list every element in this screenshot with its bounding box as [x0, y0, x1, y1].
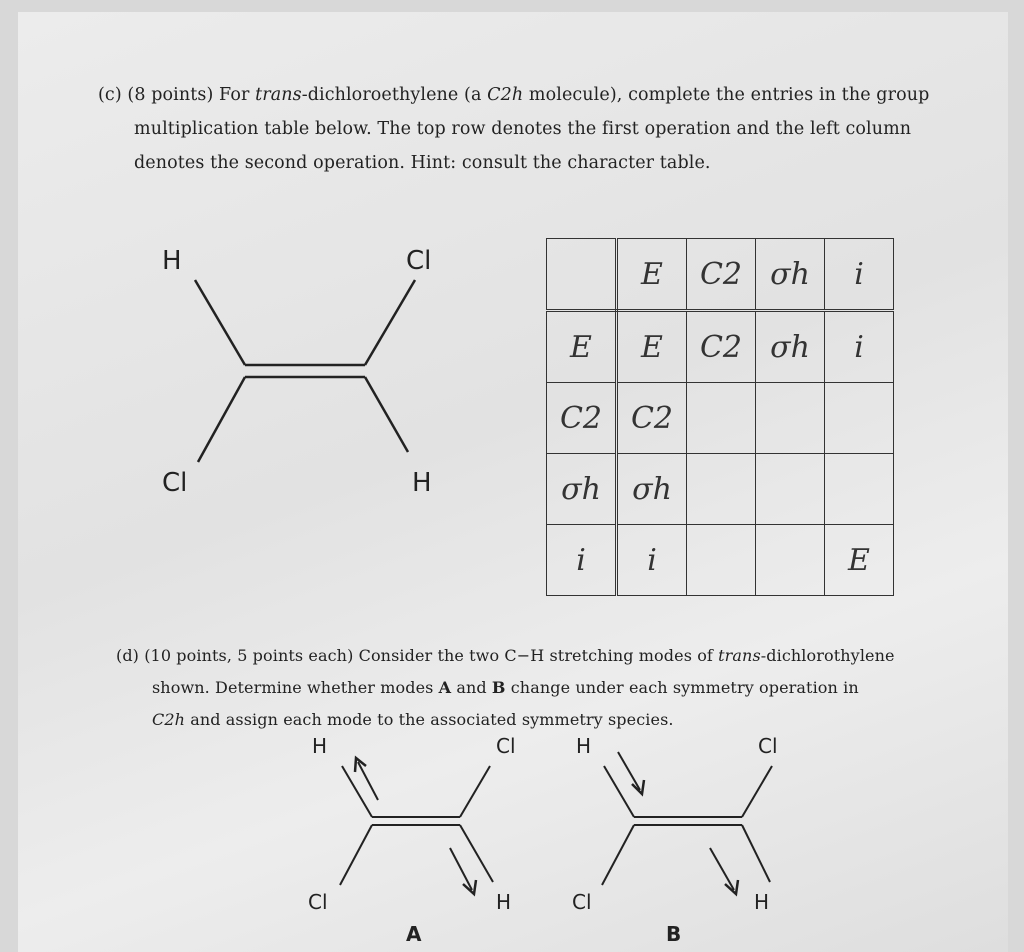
table-cell-blank[interactable] — [687, 383, 756, 454]
table-cell: σh — [617, 454, 687, 525]
atom-h-bottom: H — [754, 890, 770, 914]
multiplication-table — [546, 238, 894, 596]
molecule-b — [562, 732, 802, 946]
molecule-a — [300, 732, 540, 946]
header-cell-sigma-h: σh — [756, 239, 825, 311]
table-cell: C2 — [617, 383, 687, 454]
atom-cl-bottom: Cl — [308, 890, 328, 914]
row-label-i: i — [547, 525, 617, 596]
header-cell-i: i — [825, 239, 894, 311]
table-cell-blank[interactable] — [687, 454, 756, 525]
atom-h-top: H — [312, 734, 328, 758]
table-cell-blank[interactable] — [687, 525, 756, 596]
question-d — [116, 640, 966, 736]
atom-cl-top: Cl — [758, 734, 778, 758]
atom-h-top: H — [162, 246, 182, 276]
table-row — [547, 454, 894, 525]
table-cell-blank[interactable] — [825, 454, 894, 525]
row-label-e: E — [547, 311, 617, 383]
table-row — [547, 525, 894, 596]
question-c-line1: (c) (8 points) For trans-dichloroethylene (a C2h molecule), complete the entries in the group — [98, 85, 930, 105]
table-cell: i — [617, 525, 687, 596]
table-cell-blank[interactable] — [756, 454, 825, 525]
molecule-c — [150, 240, 470, 510]
table-row — [547, 383, 894, 454]
table-row — [547, 311, 894, 383]
row-label-sigma-h: σh — [547, 454, 617, 525]
atom-cl-top: Cl — [496, 734, 516, 758]
mode-a-label: A — [406, 922, 422, 946]
table-cell: σh — [756, 311, 825, 383]
question-c-line3: denotes the second operation. Hint: consult the character table. — [134, 153, 711, 173]
atom-h-top: H — [576, 734, 592, 758]
table-cell-blank[interactable] — [756, 383, 825, 454]
header-cell-c2: C2 — [687, 239, 756, 311]
question-c — [98, 78, 978, 180]
question-c-line2: multiplication table below. The top row denotes the first operation and the left column — [134, 119, 912, 139]
table-header-row — [547, 239, 894, 311]
atom-h-bottom: H — [496, 890, 512, 914]
question-d-line1: (d) (10 points, 5 points each) Consider the two C−H stretching modes of trans-dichlorothylene — [116, 646, 895, 665]
atom-h-bottom: H — [412, 468, 432, 498]
row-label-c2: C2 — [547, 383, 617, 454]
atom-cl-bottom: Cl — [572, 890, 592, 914]
mode-b-label: B — [666, 922, 682, 946]
table-cell: C2 — [687, 311, 756, 383]
atom-cl-top: Cl — [406, 246, 432, 276]
table-cell-blank[interactable] — [756, 525, 825, 596]
header-cell-e: E — [617, 239, 687, 311]
question-d-line3: C2h and assign each mode to the associated symmetry species. — [152, 710, 674, 729]
table-corner-cell — [547, 239, 617, 311]
table-cell: i — [825, 311, 894, 383]
table-cell-blank[interactable] — [825, 383, 894, 454]
table-cell: E — [825, 525, 894, 596]
table-cell: E — [617, 311, 687, 383]
question-d-line2: shown. Determine whether modes A and B change under each symmetry operation in — [152, 678, 859, 697]
atom-cl-bottom: Cl — [162, 468, 188, 498]
